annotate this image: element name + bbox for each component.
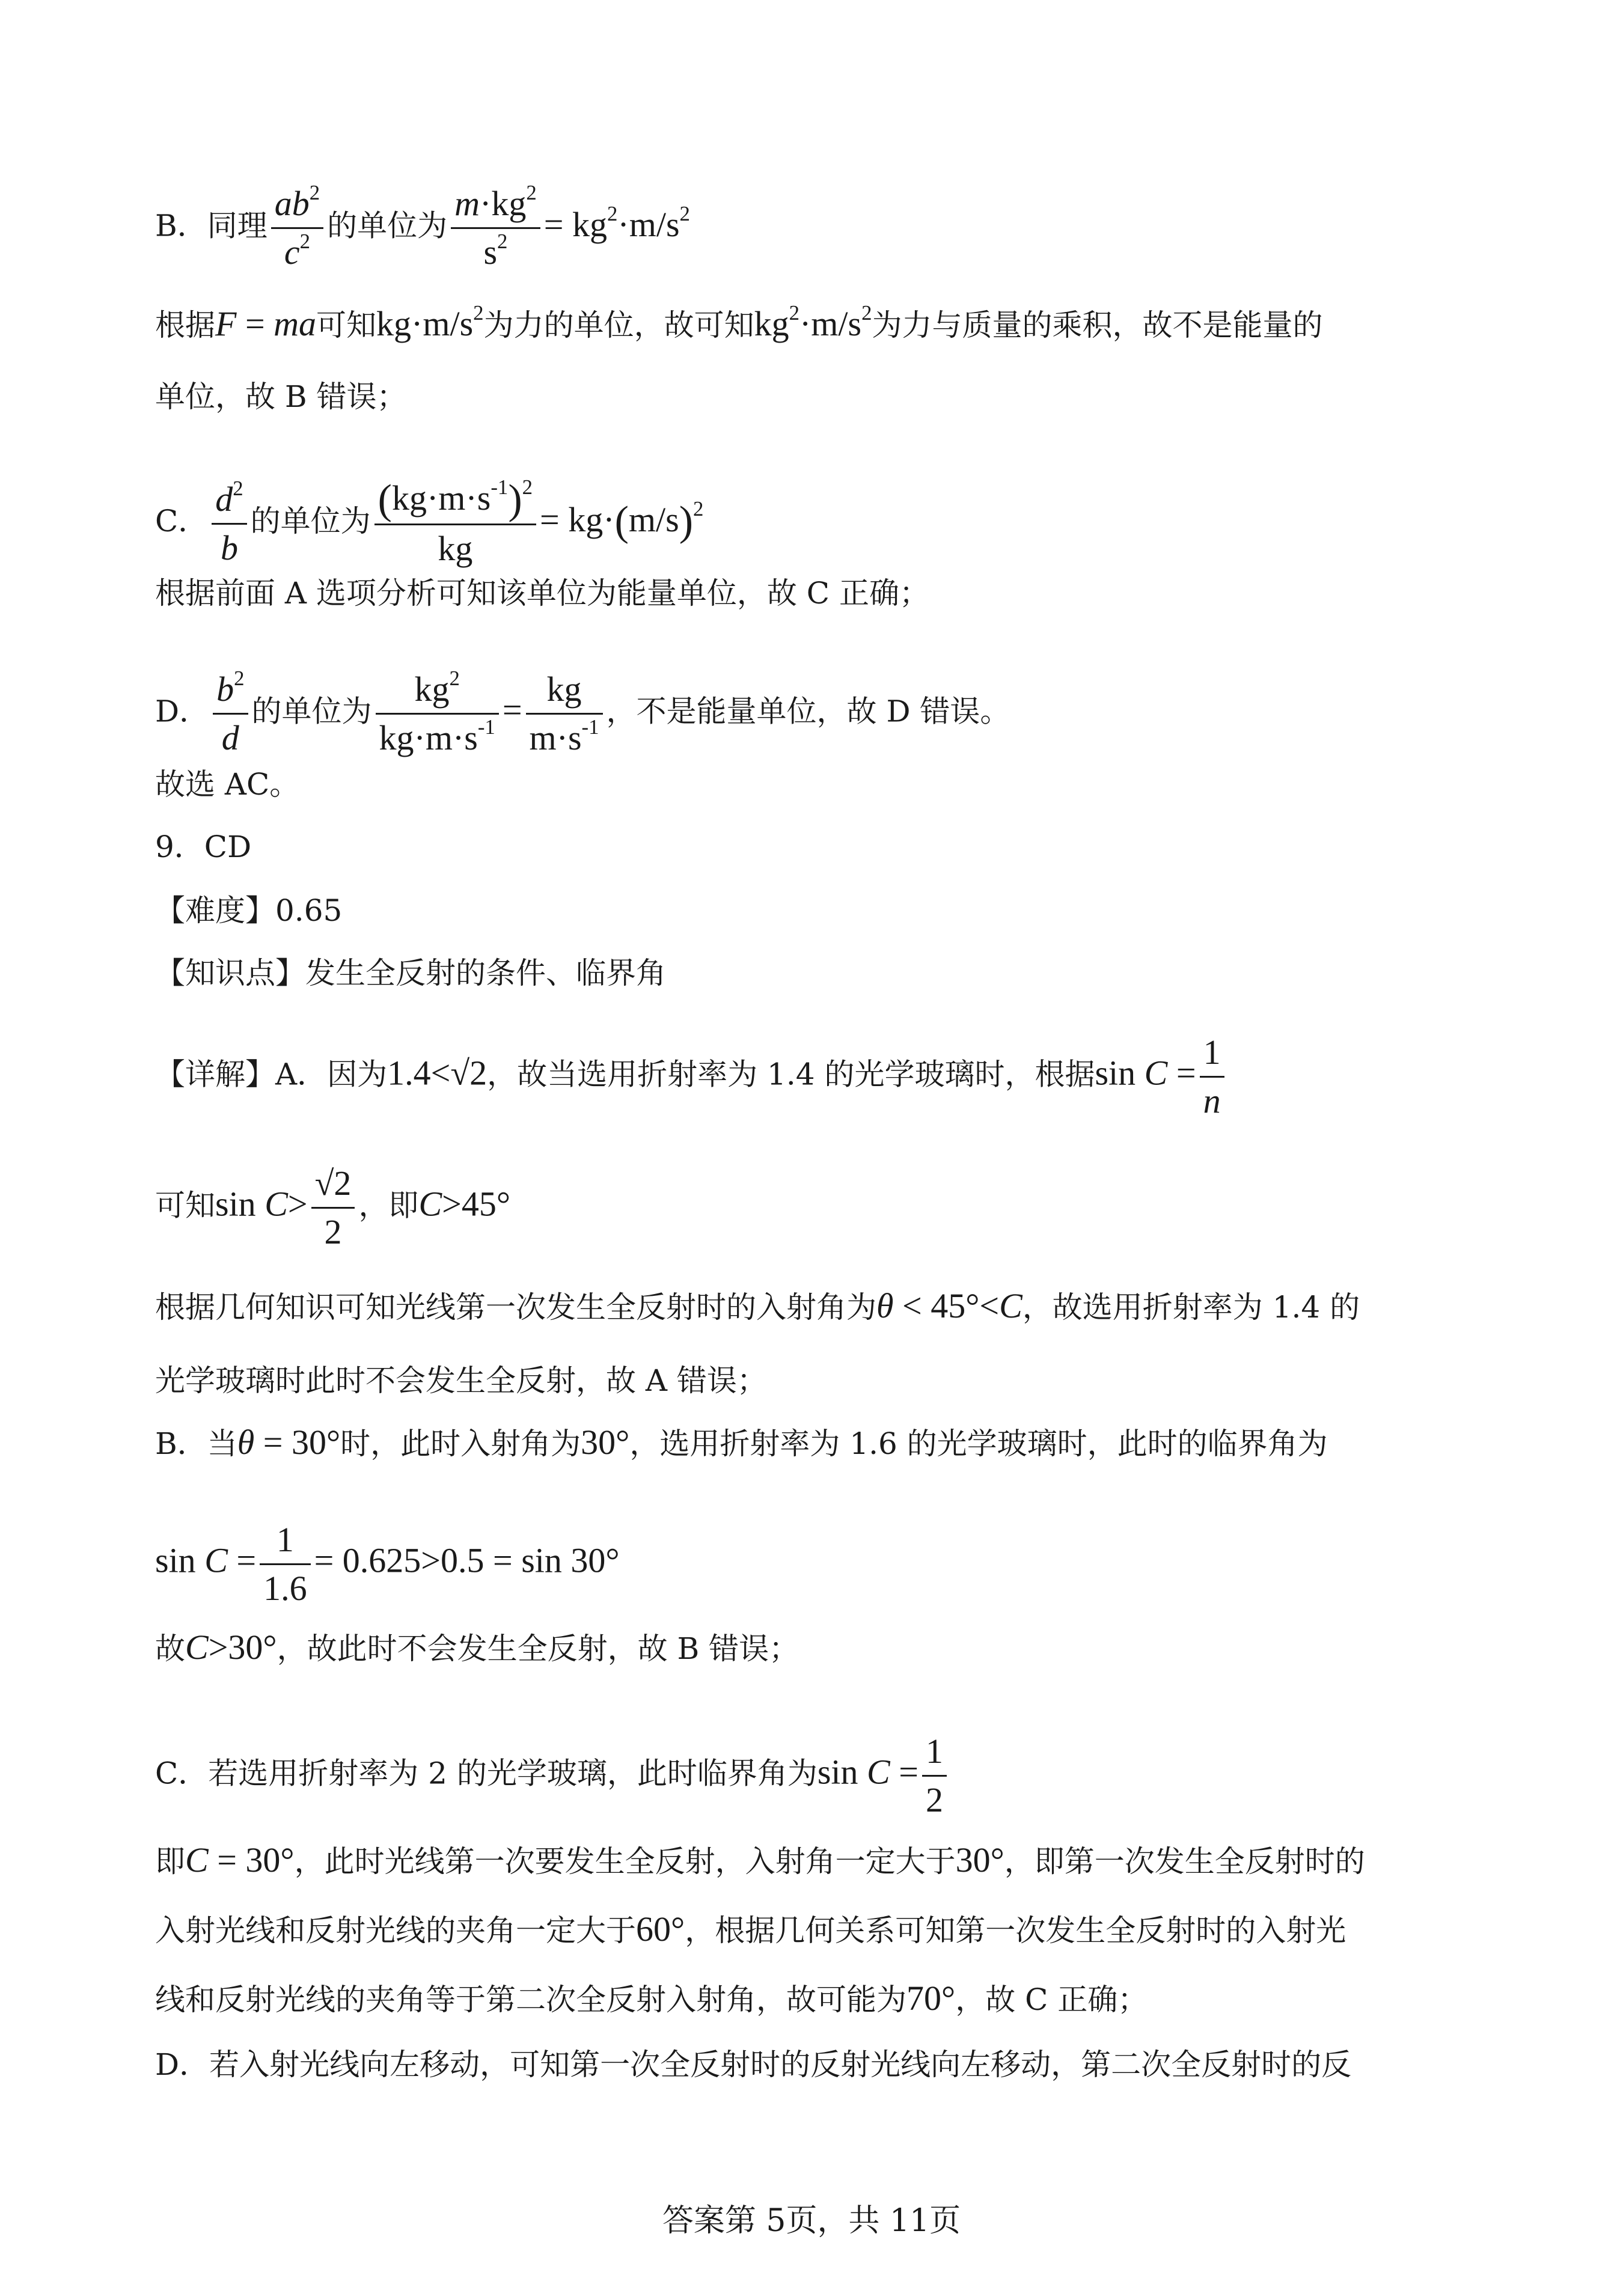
fraction-1-n: $\frac{1}{n}$	[1200, 1029, 1224, 1125]
option-d-unit-line: D． $\frac{b^2}{d}$ 的单位为 $\frac{kg^2}{kg\cdot m\cdot s^{-1}}$ = $\frac{kg}{m\cdot s^{-1}}$ ，不是能量单位，故 D 错误。	[155, 666, 1010, 762]
fraction-1-2: $\frac{1}{2}$	[922, 1728, 947, 1824]
fraction-d2-b: $\frac{d^2}{b}$	[212, 476, 246, 572]
fraction-sqrt2-2: $\frac{√2}{2}$	[311, 1160, 355, 1256]
option-c-reason: 根据前面 A 选项分析可知该单位为能量单位，故 C 正确；	[155, 576, 929, 611]
c2-if-line: C．若选用折射率为 2 的光学玻璃，此时临界角为sin C = $\frac{1}{2}$	[155, 1728, 950, 1824]
detail-a-line: 【详解】A．因为1.4<√2，故当选用折射率为 1.4 的光学玻璃时，根据sin C = $\frac{1}{n}$	[155, 1029, 1228, 1125]
fraction-kg-ms: $\frac{kg}{m\cdot s^{-1}}$	[526, 666, 603, 762]
fraction-kg2-kgms: $\frac{kg^2}{kg\cdot m\cdot s^{-1}}$	[376, 666, 499, 762]
b2-when-line: B．当θ = 30°时，此时入射角为30°，选用折射率为 1.6 的光学玻璃时，此时的临界角为	[155, 1423, 1328, 1462]
option-b-conclusion: 单位，故 B 错误；	[155, 379, 407, 414]
d2-line: D．若入射光线向左移动，可知第一次全反射时的反射光线向左移动，第二次全反射时的反	[155, 2047, 1352, 2082]
a-know-line: 可知sin C> $\frac{√2}{2}$ ，即C>45°	[155, 1160, 510, 1256]
c2-angle-line: 入射光线和反射光线的夹角一定大于60°，根据几何关系可知第一次发生全反射时的入射光	[155, 1910, 1346, 1949]
c2-then-line: 即C = 30°，此时光线第一次要发生全反射，入射角一定大于30°，即第一次发生全反射时的	[155, 1840, 1365, 1879]
option-c-unit-line: C． $\frac{d^2}{b}$ 的单位为 $\frac{(kg\cdot m\cdot s^{-1})^2}{kg}$ = $kg\cdot(m/s)^2$	[155, 475, 703, 572]
difficulty-label: 【难度】0.65	[155, 893, 343, 928]
page-footer: 答案第 5页，共 11页	[662, 2203, 961, 2239]
c2-final-line: 线和反射光线的夹角等于第二次全反射入射角，故可能为70°，故 C 正确；	[155, 1979, 1148, 2018]
a-geometry-line: 根据几何知识可知光线第一次发生全反射时的入射角为θ < 45°<C，故选用折射率为 1.4 的	[155, 1286, 1360, 1325]
option-b-reason-line: 根据F = ma可知$kg\cdot m/s^2$为力的单位，故可知$kg^2\cdot m/s^2$为力与质量的乘积，故不是能量的	[155, 301, 1323, 343]
answer-choice-ac: 故选 AC。	[155, 767, 300, 802]
b2-conclusion-line: 故C>30°，故此时不会发生全反射，故 B 错误；	[155, 1628, 799, 1667]
question-9-answer: 9．CD	[155, 829, 252, 864]
fraction-1-1.6: $\frac{1}{1.6}$	[260, 1516, 311, 1612]
b2-critical-angle-formula: sin C = $\frac{1}{1.6}$ = 0.625>0.5 = sin 30°	[155, 1516, 620, 1612]
fraction-b2-d: $\frac{b^2}{d}$	[213, 666, 248, 762]
a-conclusion: 光学玻璃时此时不会发生全反射，故 A 错误；	[155, 1363, 767, 1398]
fraction-ab2-c2: $\frac{ab^2}{c^2}$	[271, 180, 323, 276]
fraction-m-kg2-s2: $\frac{m\cdot kg^2}{s^2}$	[451, 180, 540, 276]
option-b-unit-line: B．同理 $\frac{ab^2}{c^2}$ 的单位为 $\frac{m\cdot kg^2}{s^2}$ = $kg^2\cdot m/s^2$	[155, 180, 690, 276]
fraction-kgms-kg: $\frac{(kg\cdot m\cdot s^{-1})^2}{kg}$	[374, 475, 536, 572]
knowledge-point-label: 【知识点】发生全反射的条件、临界角	[155, 956, 666, 991]
